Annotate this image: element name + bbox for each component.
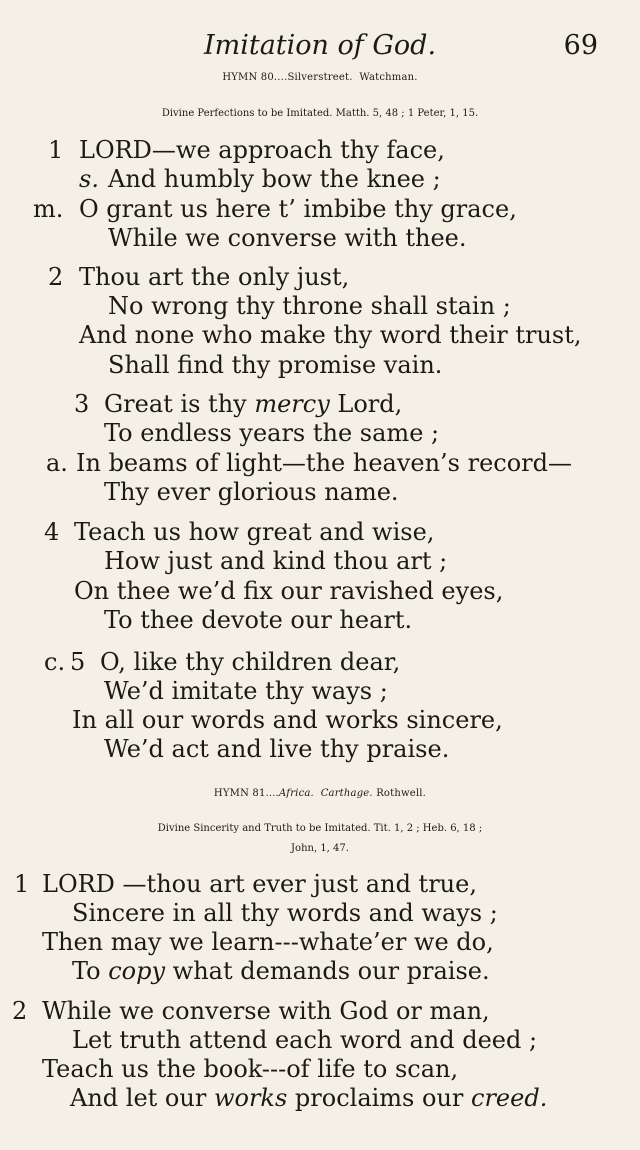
- verse-number: 2: [48, 263, 64, 291]
- hymn-81-subject: Divine Sincerity and Truth to be Imitated. Tit. 1, 2 ; Heb. 6, 18 ;: [157, 823, 483, 834]
- verse-line: In all our words and works sincere,: [72, 706, 503, 734]
- verse-line-text: And let our: [70, 1084, 214, 1112]
- verse-line: Thou art the only just,: [79, 263, 350, 291]
- verse-number: 4: [44, 518, 60, 546]
- dynamic-mark: s.: [79, 165, 99, 193]
- hymn-81-tune-3: Rothwell.: [376, 788, 427, 799]
- verse-line: Teach us how great and wise,: [74, 518, 435, 546]
- italic-word: copy: [108, 957, 166, 985]
- verse-line: While we converse with God or man,: [42, 997, 490, 1025]
- italic-word: works: [213, 1084, 288, 1112]
- verse-line: And none who make thy word their trust,: [79, 321, 582, 349]
- verse-line: In beams of light—the heaven’s record—: [76, 449, 573, 477]
- verse-line-text: To: [72, 957, 109, 985]
- verse-line-text: Lord,: [329, 390, 403, 418]
- verse-number: 3: [74, 390, 90, 418]
- verse-line: LORD —thou art ever just and true,: [42, 870, 477, 898]
- page-number: 69: [563, 30, 598, 61]
- verse-line: LORD—we approach thy face,: [79, 136, 445, 164]
- verse-line: Sincere in all thy words and ways ;: [72, 899, 498, 927]
- verse-line-text: Great is thy: [104, 390, 255, 418]
- verse-number: 1: [48, 136, 64, 164]
- verse-line: While we converse with thee.: [108, 224, 467, 252]
- hymn-80-subject: Divine Perfections to be Imitated. Matth. 5, 48 ; 1 Peter, 1, 15.: [161, 108, 479, 119]
- italic-word: mercy: [254, 390, 330, 418]
- hymn-81-title: [0, 788, 640, 799]
- verse-line: We’d act and live thy praise.: [104, 735, 450, 763]
- verse-line: Thy ever glorious name.: [104, 478, 399, 506]
- hymn-81-subject-continued: John, 1, 47.: [291, 843, 349, 854]
- verse-line: O, like thy children dear,: [100, 648, 401, 676]
- verse-line: On thee we’d fix our ravished eyes,: [74, 577, 504, 605]
- verse-line: We’d imitate thy ways ;: [104, 677, 388, 705]
- verse-line: No wrong thy throne shall stain ;: [108, 292, 511, 320]
- verse-line: Let truth attend each word and deed ;: [72, 1026, 538, 1054]
- verse-line: Shall find thy promise vain.: [108, 351, 443, 379]
- verse-line: [70, 1086, 547, 1110]
- verse-line: O grant us here t’ imbibe thy grace,: [79, 195, 517, 223]
- dynamic-mark: c.: [44, 648, 66, 676]
- hymn-80-title-tune-2: Watchman.: [359, 72, 418, 83]
- verse-number: 2: [12, 997, 28, 1025]
- italic-word: creed.: [471, 1084, 548, 1112]
- hymn-80-title: [0, 72, 640, 83]
- hymn-81-title-number: HYMN 81....: [213, 788, 280, 799]
- verse-line: Then may we learn---whate’er we do,: [42, 928, 494, 956]
- verse-line-text: what demands our praise.: [165, 957, 490, 985]
- running-title: Imitation of God.: [203, 30, 437, 61]
- verse-line: To thee devote our heart.: [104, 606, 413, 634]
- hymn-81-tune-1: Africa.: [279, 788, 314, 799]
- hymn-80-title-tunes: HYMN 80....Silverstreet.: [222, 72, 353, 83]
- verse-line: [72, 959, 490, 983]
- verse-line: Teach us the book---of life to scan,: [42, 1055, 459, 1083]
- verse-line-text: proclaims our: [287, 1084, 472, 1112]
- verse-line: How just and kind thou art ;: [104, 547, 448, 575]
- verse-line: [104, 392, 402, 416]
- verse-line: To endless years the same ;: [104, 419, 440, 447]
- hymn-81-tune-2: Carthage.: [320, 788, 373, 799]
- verse-line: And humbly bow the knee ;: [108, 165, 441, 193]
- dynamic-mark: m.: [33, 195, 64, 223]
- verse-number: 1: [14, 870, 30, 898]
- verse-number: 5: [70, 648, 86, 676]
- dynamic-mark: a.: [46, 449, 68, 477]
